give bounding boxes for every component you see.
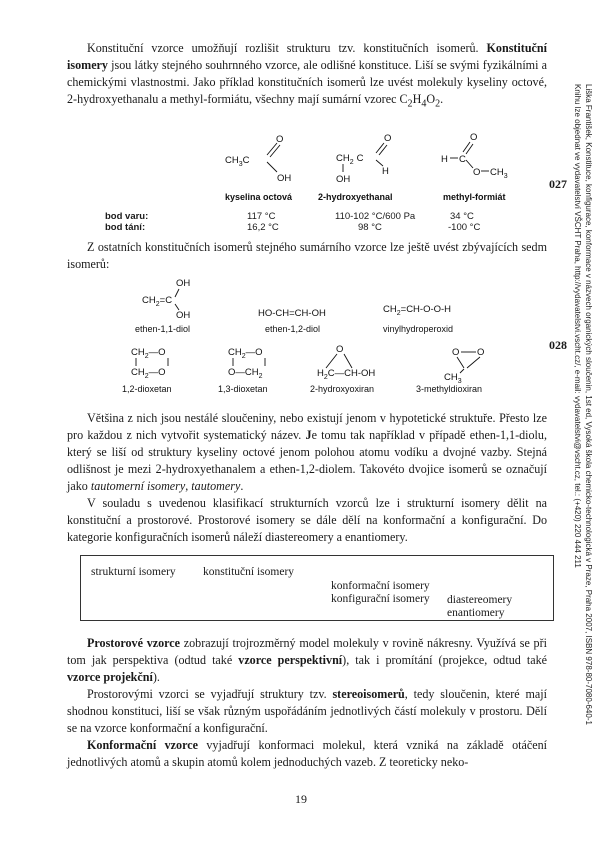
svg-text:ethen-1,1-diol: ethen-1,1-diol — [135, 324, 191, 334]
svg-text:CH3C: $CH_3C$ — [225, 155, 250, 168]
paragraph-konformacni-vzorce: Konformační vzorce vyjadřují konformaci molekul, která vzniká na základě otáčení jednotlivých atomů a skupin atomů kolem jednoduchých vazeb. Z teoreticky neko- — [67, 738, 547, 769]
paragraph-stereoisomery: Prostorovými vzorci se vyjadřují struktury tzv. stereoisomerů, tedy sloučenin, které mají shodnou konstituci, liší se však různým uspořádáním jednotlivých částí molekuly v prostoru. Dělí se na vzorce konformační a konfigurační. — [67, 687, 547, 735]
melting-label: bod tání: — [105, 222, 146, 233]
svg-text:OH: OH — [277, 173, 292, 184]
svg-text:CH2=C: $CH_2=C$ — [142, 295, 173, 308]
node-konfiguracni: konfigurační isomery — [331, 593, 430, 605]
margin-number: 028 — [549, 338, 567, 352]
structure-1-2-dioxetan — [122, 347, 172, 394]
table-cell: 98 °C — [358, 222, 382, 233]
svg-text:2-hydroxyethanal: 2-hydroxyethanal — [318, 192, 393, 202]
table-cell: 16,2 °C — [247, 222, 279, 233]
structure-vinylhydroperoxid — [383, 304, 453, 334]
svg-text:O—CH2: $O—CH_2$ — [228, 367, 263, 380]
svg-text:CH3: $CH_3$ — [444, 372, 462, 385]
svg-text:CH2—O: $CH_2—O$ — [131, 367, 166, 380]
paragraph-prostorove-vzorce: Prostorové vzorce zobrazují trojrozměrný model molekuly v rovině nákresny. Využívá se při tom jak perspektiva (odtud také vzorce perspektivní), tak i promítání (projekce, odtud také vzorce projekční). — [67, 636, 547, 684]
svg-text:kyselina octová: kyselina octová — [225, 192, 293, 202]
structure-3-methyldioxiran — [416, 347, 484, 394]
table-cell: 34 °C — [450, 211, 474, 222]
citation-line: Liška František, Konstituce, konfigurace, konformace v názvech organických sloučenin, 1st ed, Vysoká škola chemicko-technologická v Praze, Praha 2007, ISBN 978-80-7080-640-1 — [584, 84, 593, 725]
svg-text:H2C—CH-OH: $H_2C—CH-OH$ — [317, 368, 376, 381]
paragraph-intro: Konstituční vzorce umožňují rozlišit strukturu tzv. konstitučních isomerů. Konstituční isomery jsou látky stejného souhrnného vzorce, ale odlišné konstituce. Liší se svými fyzikálními a chemickými vlastnostmi. Jako příklad konstitučních isomerů lze uvést molekuly kyseliny octové, 2-hydroxyethanalu a methyl-formiátu, všechny mají sumární vzorec $C_2H_4O_2$. — [67, 41, 547, 110]
svg-text:C: C — [459, 154, 466, 165]
svg-text:1,2-dioxetan: 1,2-dioxetan — [122, 384, 172, 394]
svg-text:CH2=CH-O-O-H: $CH_2=CH-O-O-H$ — [383, 304, 452, 317]
svg-text:O: O — [384, 133, 392, 144]
svg-text:CH2—O: $CH_2—O$ — [228, 347, 263, 360]
svg-text:OH: OH — [176, 278, 191, 289]
svg-text:OH: OH — [176, 310, 191, 321]
figure-seven-isomers — [100, 272, 540, 397]
svg-text:O: O — [473, 167, 481, 178]
svg-text:O: O — [477, 347, 485, 358]
structure-2-hydroxyoxiran — [310, 344, 375, 394]
structure-methyl-formate — [441, 132, 508, 202]
figure-isomers-c2h4o2 — [100, 130, 540, 230]
paragraph-tautomers: Většina z nich jsou nestálé sloučeniny, nebo existují jenom v hypotetické struktuře. Přesto lze pro každou z nich vytvořit systematický název. Je tomu tak například v případě ethen-1,1-diolu, který se liší od struktury kyseliny octové jenom polohou atomu vodíku a dvojné vazby. Stejná odlišnost je mezi 2-hydroxyethanalem a ethen-1,2-diolem. Takovéto dvojice isomerů se označují jako tautomerní isomery, tautomery. — [67, 411, 547, 493]
svg-text:2-hydroxyoxiran: 2-hydroxyoxiran — [310, 384, 375, 394]
svg-text:vinylhydroperoxid: vinylhydroperoxid — [383, 324, 454, 334]
node-strukturni: strukturní isomery — [91, 566, 176, 578]
svg-text:CH2—O: $CH_2—O$ — [131, 347, 166, 360]
structure-acetic-acid — [225, 134, 293, 202]
structure-ethen-1-2-diol — [258, 308, 326, 334]
paragraph-classification: V souladu s uvedenou klasifikací strukturních vzorců lze i strukturní isomery dělit na konstituční a prostorové. Prostorové isomery se dále dělí na konformační a konfigurační. Do kategorie konfiguračních isomerů náleží diastereomery a enantiomery. — [67, 496, 547, 544]
svg-text:ethen-1,2-diol: ethen-1,2-diol — [265, 324, 321, 334]
node-enantiomery: enantiomery — [447, 607, 505, 619]
svg-text:OH: OH — [336, 174, 351, 185]
svg-text:H: H — [441, 154, 448, 165]
svg-text:methyl-formiát: methyl-formiát — [443, 192, 506, 202]
margin-citation — [558, 84, 594, 725]
table-cell: 110-102 °C/600 Pa — [335, 211, 416, 222]
order-info-line: Knihu lze objednat ve vydavatelství VŠCHT Praha, http://vydavatelstvi.vscht.cz/, e-mail: vydavatelstvi@vscht.cz, tel.: (+420) 220 444 211 — [573, 84, 582, 568]
svg-text:O: O — [470, 132, 478, 143]
svg-text:3-methyldioxiran: 3-methyldioxiran — [416, 384, 483, 394]
margin-number: 027 — [549, 177, 567, 191]
boiling-label: bod varu: — [105, 211, 149, 222]
isomer-classification-box — [80, 555, 554, 621]
table-cell: -100 °C — [448, 222, 481, 233]
table-cell: 117 °C — [247, 211, 276, 222]
page-number: 19 — [295, 792, 307, 806]
svg-text:1,3-dioxetan: 1,3-dioxetan — [218, 384, 268, 394]
structure-1-3-dioxetan — [218, 347, 268, 394]
svg-text:CH3: $CH_3$ — [490, 167, 508, 180]
node-konstitucni: konstituční isomery — [203, 566, 295, 578]
svg-text:H: H — [382, 166, 389, 177]
svg-text:O: O — [452, 347, 460, 358]
svg-text:CH2C: $CH_2$ C — [336, 153, 364, 166]
svg-text:O: O — [336, 344, 344, 355]
svg-text:O: O — [276, 134, 284, 145]
structure-2-hydroxyethanal — [318, 133, 393, 202]
node-diastereomery: diastereomery — [447, 594, 513, 606]
node-konformacni: konformační isomery — [331, 580, 430, 592]
svg-text:HO-CH=CH-OH: HO-CH=CH-OH — [258, 308, 326, 319]
structure-ethen-1-1-diol — [135, 278, 190, 334]
paragraph-seven-isomers: Z ostatních konstitučních isomerů stejného sumárního vzorce lze ještě uvést zbývajících sedm isomerů: — [67, 240, 547, 271]
